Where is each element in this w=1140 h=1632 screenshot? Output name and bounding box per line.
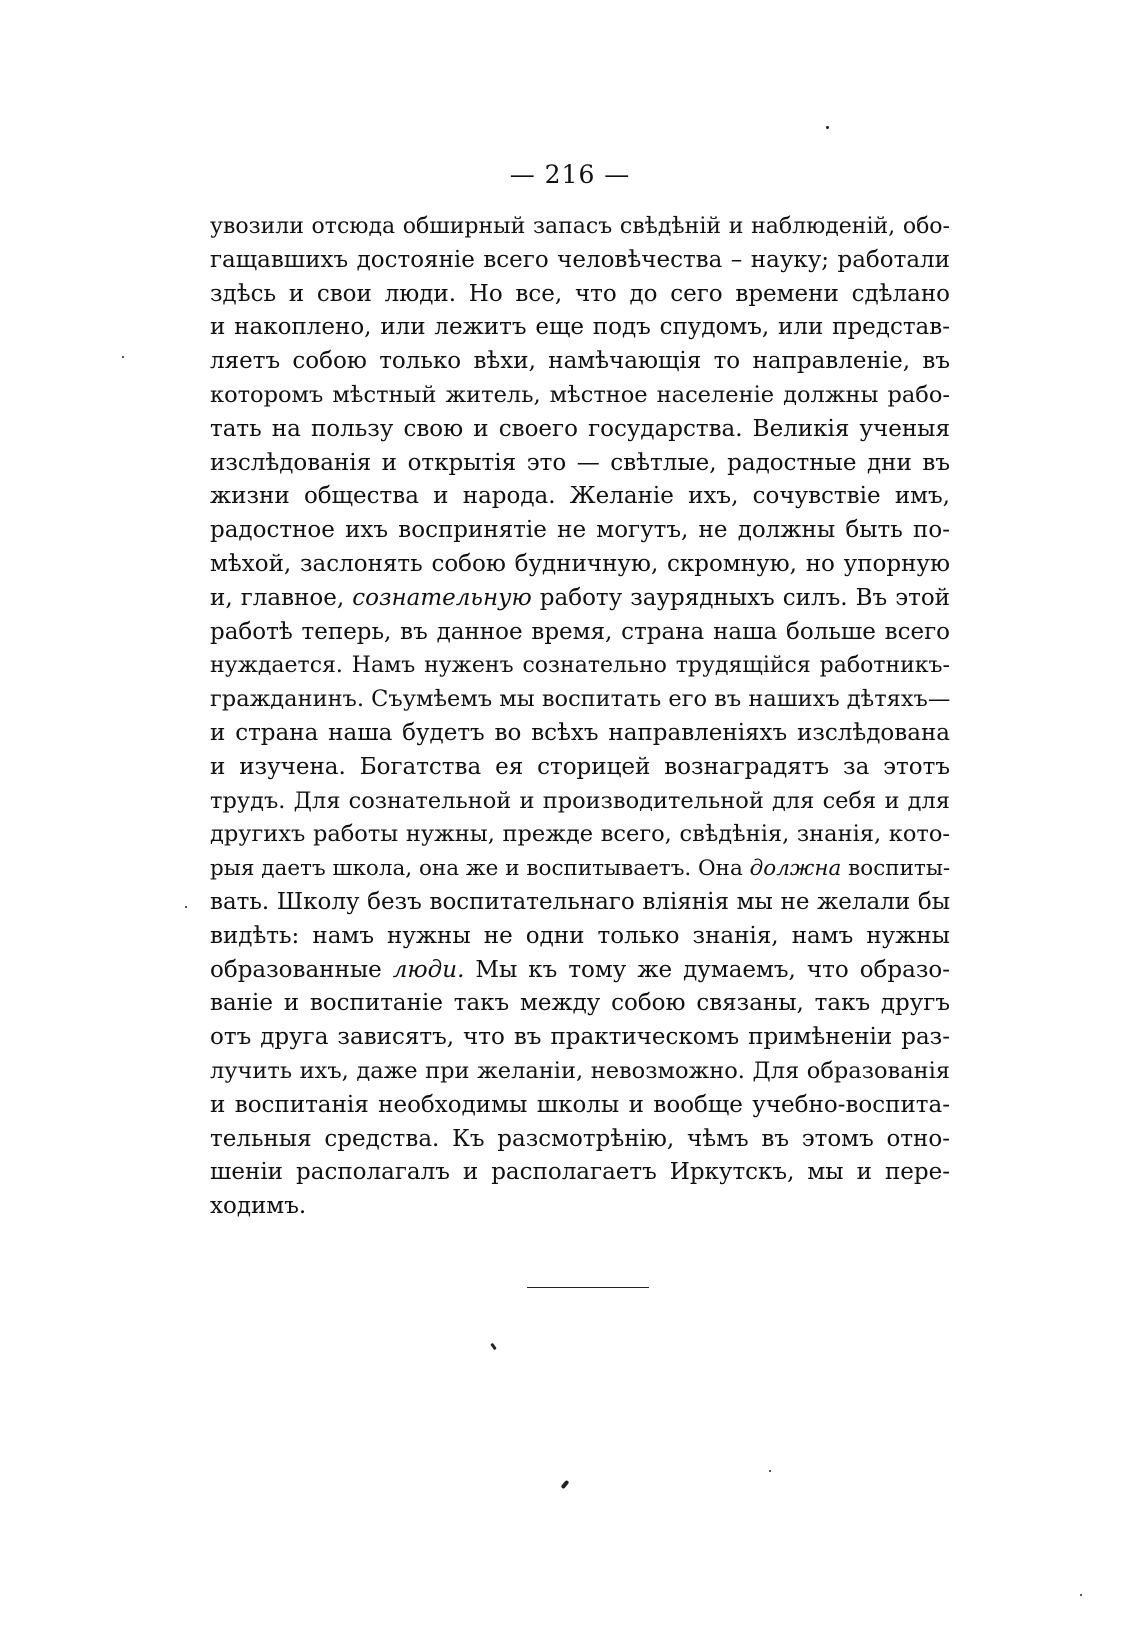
text-line: увозили отсюда обширный запасъ свѣдѣній и наблюденій, обо- bbox=[210, 214, 950, 239]
scan-speck bbox=[769, 1470, 771, 1472]
text-line: жизни общества и народа. Желаніе ихъ, сочувствіе имъ, bbox=[210, 483, 950, 510]
text-line: образованные люди. Мы къ тому же думаемъ, что образо- bbox=[210, 956, 950, 983]
scan-speck bbox=[490, 1343, 496, 1350]
text-line: лучить ихъ, даже при желаніи, невозможно. Для образованія bbox=[210, 1057, 950, 1084]
emphasis: должна bbox=[749, 856, 842, 882]
text-line: гащавшихъ достояніе всего человѣчества – науку; работали bbox=[210, 246, 950, 273]
text-line: рыя даетъ школа, она же и воспитываетъ. Она должна воспиты- bbox=[210, 856, 951, 882]
text-line: видѣть: намъ нужны не одни только знанія, намъ нужны bbox=[210, 922, 950, 949]
text-line: мѣхой, заслонять собою будничную, скромную, но упорную bbox=[210, 550, 950, 577]
text-line: ваніе и воспитаніе такъ между собою связаны, такъ другъ bbox=[210, 990, 950, 1017]
text-line: трудъ. Для сознательной и производительной для себя и для bbox=[210, 787, 950, 814]
text-line: тельныя средства. Къ разсмотрѣнію, чѣмъ въ этомъ отно- bbox=[210, 1125, 950, 1152]
text-line: и изучена. Богатства ея сторицей вознаградятъ за этотъ bbox=[210, 753, 950, 780]
text-line: и, главное, сознательную работу заурядныхъ силъ. Въ этой bbox=[210, 584, 951, 611]
text-line: шеніи располагалъ и располагаетъ Иркутскъ, мы и пере- bbox=[210, 1159, 950, 1186]
text-line: изслѣдованія и открытія это — свѣтлые, радостные дни въ bbox=[210, 449, 950, 476]
text-line: гражданинъ. Съумѣемъ мы воспитать его въ нашихъ дѣтяхъ— bbox=[210, 686, 951, 713]
text-line: нуждается. Намъ нуженъ сознательно трудящійся работникъ- bbox=[210, 653, 950, 679]
section-end-rule bbox=[527, 1287, 649, 1288]
text-line: и страна наша будетъ во всѣхъ направленіяхъ изслѣдована bbox=[210, 719, 950, 746]
text-line: вать. Школу безъ воспитательнаго вліянія мы не желали бы bbox=[210, 888, 950, 915]
scan-speck bbox=[561, 1480, 570, 1489]
scan-speck bbox=[826, 126, 829, 129]
emphasis: люди. bbox=[392, 956, 465, 983]
emphasis: сознательную bbox=[352, 584, 532, 611]
text-line: ляетъ собою только вѣхи, намѣчающія то направленіе, въ bbox=[210, 348, 950, 375]
text-line: здѣсь и свои люди. Но все, что до сего времени сдѣлано bbox=[210, 280, 950, 307]
text-line: тать на пользу свою и своего государства. Великія ученыя bbox=[210, 415, 950, 442]
scan-speck bbox=[1080, 1594, 1082, 1596]
text-line: которомъ мѣстный житель, мѣстное населеніе должны рабо- bbox=[210, 381, 950, 408]
body-text bbox=[210, 210, 950, 1224]
scan-speck bbox=[122, 356, 124, 358]
text-line: отъ друга зависятъ, что въ практическомъ примѣненіи раз- bbox=[210, 1024, 950, 1051]
scan-speck bbox=[185, 906, 187, 908]
text-line: ходимъ. bbox=[210, 1193, 307, 1220]
text-line: и воспитанія необходимы школы и вообще учебно-воспита- bbox=[210, 1091, 950, 1118]
text-line: другихъ работы нужны, прежде всего, свѣдѣнія, знанія, кото- bbox=[210, 821, 950, 848]
text-line: радостное ихъ воспринятіе не могутъ, не должны быть по- bbox=[210, 517, 950, 544]
page-number: — 216 — bbox=[509, 160, 631, 189]
text-line: работѣ теперь, въ данное время, страна наша больше всего bbox=[210, 618, 950, 645]
text-line: и накоплено, или лежитъ еще подъ спудомъ, или представ- bbox=[210, 314, 950, 341]
